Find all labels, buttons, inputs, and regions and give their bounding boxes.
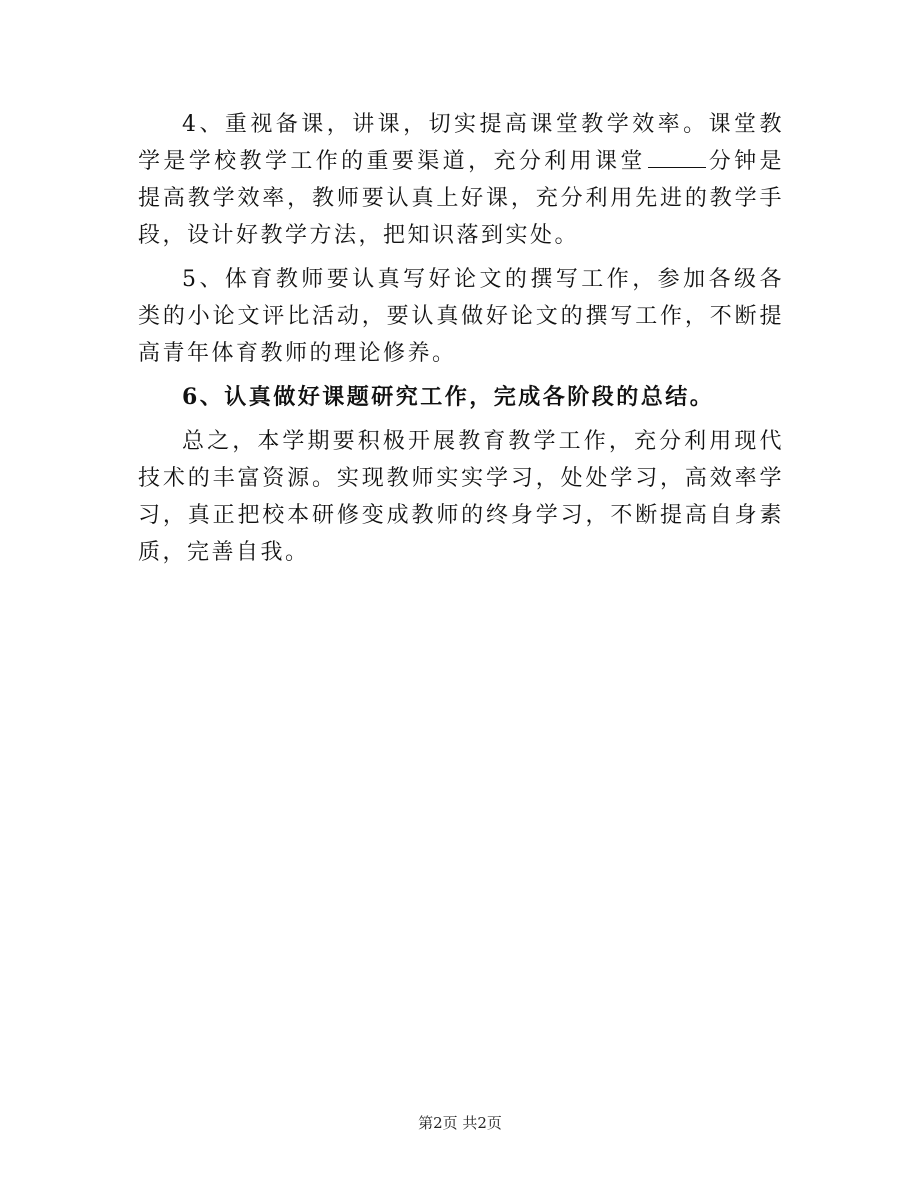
fill-in-blank — [648, 149, 706, 168]
paragraph-summary: 总之，本学期要积极开展教育教学工作，充分利用现代技术的丰富资源。实现教师实实学习，处处学习，高效率学习，真正把校本研修变成教师的终身学习，不断提高自身素质，完善自我。 — [138, 429, 784, 565]
paragraph-item-6-bold: 6、认真做好课题研究工作，完成各阶段的总结。 — [182, 384, 715, 410]
paragraph-item-4 — [138, 106, 784, 254]
page-number-footer: 第2页 共2页 — [418, 1114, 502, 1132]
paragraph-item-4-text-start: 4、重视备课，讲课，切实提高课堂教学效率。课堂教学是学校教学工作的重要渠道，充分利用课堂 — [138, 112, 784, 174]
document-body — [138, 106, 784, 571]
paragraph-item-5: 5、体育教师要认真写好论文的撰写工作，参加各级各类的小论文评比活动，要认真做好论文的撰写工作，不断提高青年体育教师的理论修养。 — [138, 267, 784, 366]
paragraph-item-4-text-end: 分钟是提高教学效率，教师要认真上好课，充分利用先进的教学手段，设计好教学方法，把知识落到实处。 — [138, 149, 784, 248]
